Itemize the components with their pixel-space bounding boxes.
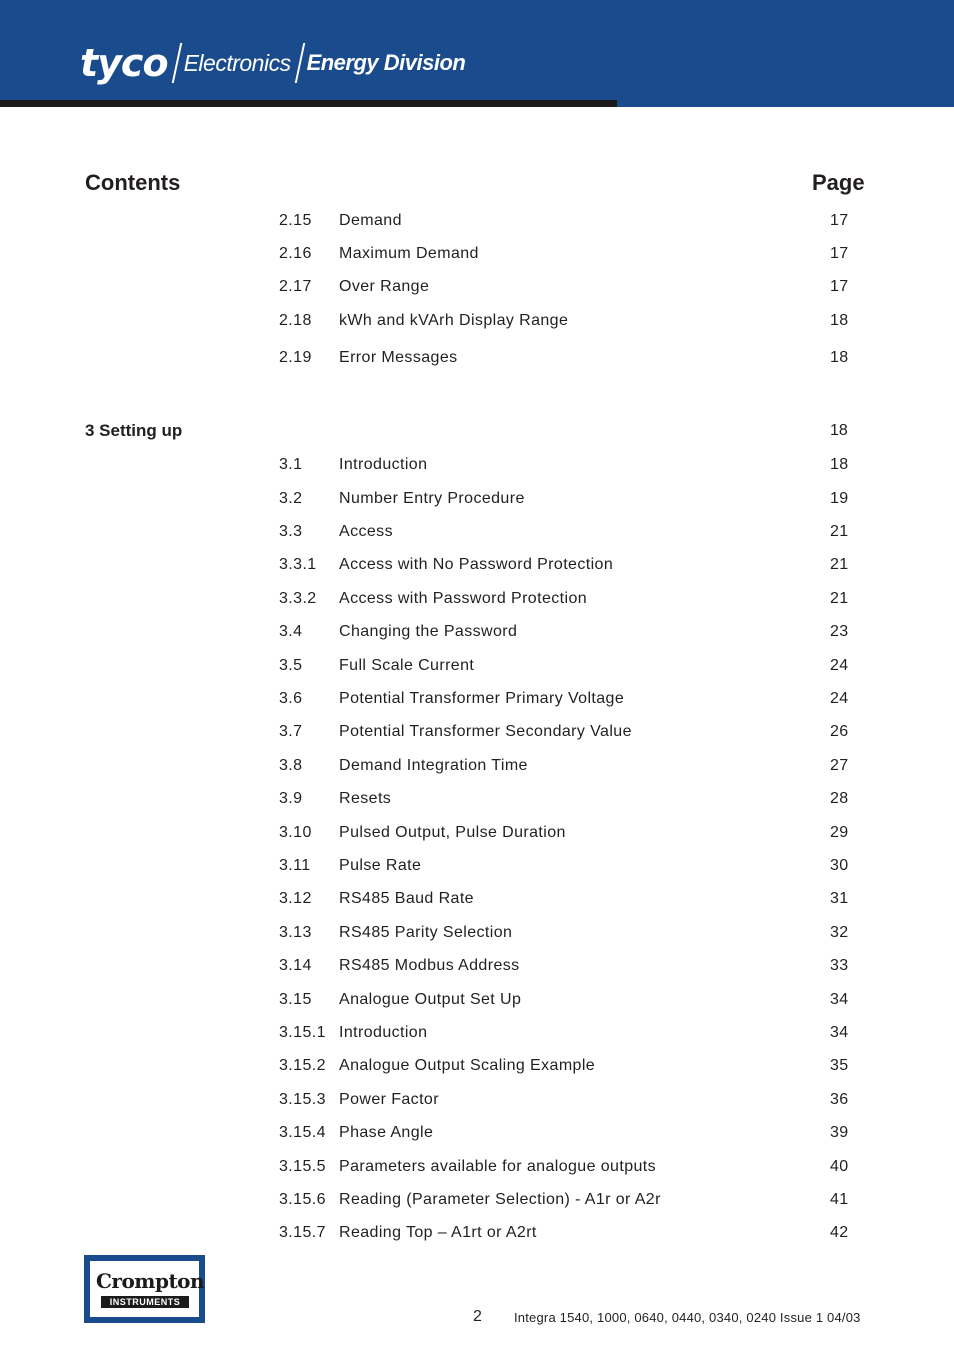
toc-entry[interactable] — [0, 349, 954, 371]
crompton-instruments-bar: INSTRUMENTS — [101, 1296, 189, 1308]
toc-entry-number: 3.5 — [279, 657, 303, 674]
toc-entry-page: 17 — [830, 245, 849, 262]
toc-entry[interactable] — [0, 690, 954, 712]
toc-entry-title: Reading (Parameter Selection) - A1r or A2r — [339, 1191, 661, 1208]
toc-entry-title: Access with Password Protection — [339, 590, 588, 607]
toc-entry[interactable] — [0, 857, 954, 879]
toc-entry-page: 39 — [830, 1124, 849, 1141]
toc-entry-page: 35 — [830, 1057, 849, 1074]
toc-entry-title: Reading Top – A1rt or A2rt — [339, 1224, 537, 1241]
crompton-wordmark: Crompton — [96, 1269, 205, 1293]
toc-entry-page: 27 — [830, 757, 849, 774]
toc-entry-title: kWh and kVArh Display Range — [339, 312, 569, 329]
toc-entry-page: 21 — [830, 523, 849, 540]
toc-entry-page: 32 — [830, 924, 849, 941]
toc-entry-number: 3.10 — [279, 824, 312, 841]
toc-entry-title: Introduction — [339, 456, 428, 473]
toc-entry-title: Full Scale Current — [339, 657, 475, 674]
toc-entry[interactable] — [0, 924, 954, 946]
toc-entry[interactable] — [0, 490, 954, 512]
page-column-heading: Page — [812, 170, 865, 195]
toc-entry[interactable] — [0, 757, 954, 779]
toc-entry-page: 36 — [830, 1091, 849, 1108]
toc-entry-number: 3.15.7 — [279, 1224, 326, 1241]
toc-entry-title: RS485 Modbus Address — [339, 957, 520, 974]
toc-entry-title: Access — [339, 523, 393, 540]
logo-brand: tyco — [80, 41, 168, 85]
toc-entry-title: Resets — [339, 790, 392, 807]
toc-entry[interactable] — [0, 456, 954, 478]
toc-entry-number: 3.1 — [279, 456, 303, 473]
toc-entry-page: 24 — [830, 690, 849, 707]
footer-product-info: Integra 1540, 1000, 0640, 0440, 0340, 0240 Issue 1 04/03 — [514, 1310, 861, 1325]
toc-entry-title: Maximum Demand — [339, 245, 479, 262]
toc-entry-number: 3.15.4 — [279, 1124, 326, 1141]
section-3-page: 18 — [830, 422, 848, 439]
toc-entry[interactable] — [0, 1224, 954, 1246]
toc-entry-title: Introduction — [339, 1024, 428, 1041]
toc-entry-page: 30 — [830, 857, 849, 874]
toc-entry[interactable] — [0, 1091, 954, 1113]
toc-entry-number: 3.7 — [279, 723, 303, 740]
toc-entry-title: Demand — [339, 212, 402, 229]
toc-entry[interactable] — [0, 590, 954, 612]
toc-entry[interactable] — [0, 991, 954, 1013]
toc-entry-page: 34 — [830, 991, 849, 1008]
toc-entry-number: 2.15 — [279, 212, 312, 229]
logo-division: Energy Division — [306, 50, 466, 75]
toc-entry-page: 17 — [830, 278, 849, 295]
toc-entry-page: 23 — [830, 623, 849, 640]
toc-entry-page: 18 — [830, 349, 849, 366]
toc-entry-title: Phase Angle — [339, 1124, 434, 1141]
toc-entry-page: 42 — [830, 1224, 849, 1241]
toc-entry[interactable] — [0, 312, 954, 334]
toc-entry-page: 17 — [830, 212, 849, 229]
toc-entry-number: 3.9 — [279, 790, 303, 807]
toc-entry-number: 3.14 — [279, 957, 312, 974]
toc-entry[interactable] — [0, 723, 954, 745]
toc-entry-number: 2.17 — [279, 278, 312, 295]
toc-entry-page: 18 — [830, 456, 849, 473]
toc-entry[interactable] — [0, 623, 954, 645]
toc-entry-number: 3.3.2 — [279, 590, 317, 607]
toc-entry-title: Pulsed Output, Pulse Duration — [339, 824, 566, 841]
toc-entry[interactable] — [0, 1024, 954, 1046]
toc-entry-number: 3.15.1 — [279, 1024, 326, 1041]
toc-entry-page: 29 — [830, 824, 849, 841]
toc-entry-title: Demand Integration Time — [339, 757, 528, 774]
toc-entry-page: 21 — [830, 556, 849, 573]
toc-entry-title: Over Range — [339, 278, 430, 295]
toc-entry-number: 3.15.5 — [279, 1158, 326, 1175]
toc-entry[interactable] — [0, 212, 954, 234]
toc-entry-title: Changing the Password — [339, 623, 518, 640]
toc-entry[interactable] — [0, 824, 954, 846]
toc-entry-number: 3.2 — [279, 490, 303, 507]
toc-entry-number: 3.3 — [279, 523, 303, 540]
toc-entry-number: 3.12 — [279, 890, 312, 907]
toc-entry-title: Parameters available for analogue outputs — [339, 1158, 657, 1175]
toc-entry-page: 24 — [830, 657, 849, 674]
toc-entry-page: 34 — [830, 1024, 849, 1041]
toc-entry-page: 41 — [830, 1191, 849, 1208]
toc-entry-number: 3.3.1 — [279, 556, 317, 573]
section-3-heading: 3 Setting up — [85, 421, 183, 440]
toc-entry[interactable] — [0, 1057, 954, 1079]
page-number: 2 — [473, 1308, 482, 1325]
toc-entry-title: Error Messages — [339, 349, 458, 366]
toc-entry-number: 3.15.6 — [279, 1191, 326, 1208]
toc-entry[interactable] — [0, 1191, 954, 1213]
toc-entry-page: 21 — [830, 590, 849, 607]
toc-entry-title: Number Entry Procedure — [339, 490, 525, 507]
toc-entry-page: 18 — [830, 312, 849, 329]
toc-entry-number: 2.19 — [279, 349, 312, 366]
toc-entry-number: 3.6 — [279, 690, 303, 707]
toc-entry[interactable] — [0, 1158, 954, 1180]
toc-entry-title: RS485 Baud Rate — [339, 890, 474, 907]
toc-entry-title: Potential Transformer Primary Voltage — [339, 690, 625, 707]
toc-entry[interactable] — [0, 957, 954, 979]
toc-entry-title: Potential Transformer Secondary Value — [339, 723, 632, 740]
logo-divider — [294, 43, 305, 83]
toc-entry[interactable] — [0, 1124, 954, 1146]
tyco-logo — [80, 38, 465, 88]
toc-entry-title: Pulse Rate — [339, 857, 422, 874]
toc-entry-page: 31 — [830, 890, 849, 907]
toc-entry[interactable] — [0, 890, 954, 912]
toc-entry-number: 3.15.3 — [279, 1091, 326, 1108]
contents-heading: Contents — [85, 170, 181, 195]
toc-entry-page: 19 — [830, 490, 849, 507]
logo-divider — [171, 43, 182, 83]
toc-entry-number: 2.16 — [279, 245, 312, 262]
toc-entry-number: 3.15.2 — [279, 1057, 326, 1074]
toc-entry-title: Power Factor — [339, 1091, 439, 1108]
toc-entry-number: 2.18 — [279, 312, 312, 329]
toc-entry-title: Analogue Output Scaling Example — [339, 1057, 596, 1074]
toc-entry-number: 3.8 — [279, 757, 303, 774]
toc-entry[interactable] — [0, 556, 954, 578]
crompton-logo — [84, 1255, 205, 1323]
toc-entry-number: 3.15 — [279, 991, 312, 1008]
toc-entry-title: Access with No Password Protection — [339, 556, 614, 573]
toc-entry-page: 28 — [830, 790, 849, 807]
toc-entry-page: 40 — [830, 1158, 849, 1175]
toc-entry-page: 26 — [830, 723, 849, 740]
header-banner — [0, 0, 954, 107]
toc-entry-title: Analogue Output Set Up — [339, 991, 522, 1008]
toc-entry[interactable] — [0, 657, 954, 679]
toc-entry-number: 3.11 — [279, 857, 311, 874]
header-rule — [0, 100, 617, 107]
toc-entry-page: 33 — [830, 957, 849, 974]
logo-electronics: Electronics — [183, 49, 291, 76]
toc-entry-title: RS485 Parity Selection — [339, 924, 513, 941]
toc-entry[interactable] — [0, 278, 954, 300]
toc-entry-number: 3.13 — [279, 924, 312, 941]
toc-entry-number: 3.4 — [279, 623, 303, 640]
toc-entry[interactable] — [0, 790, 954, 812]
toc-entry[interactable] — [0, 245, 954, 267]
toc-entry[interactable] — [0, 523, 954, 545]
